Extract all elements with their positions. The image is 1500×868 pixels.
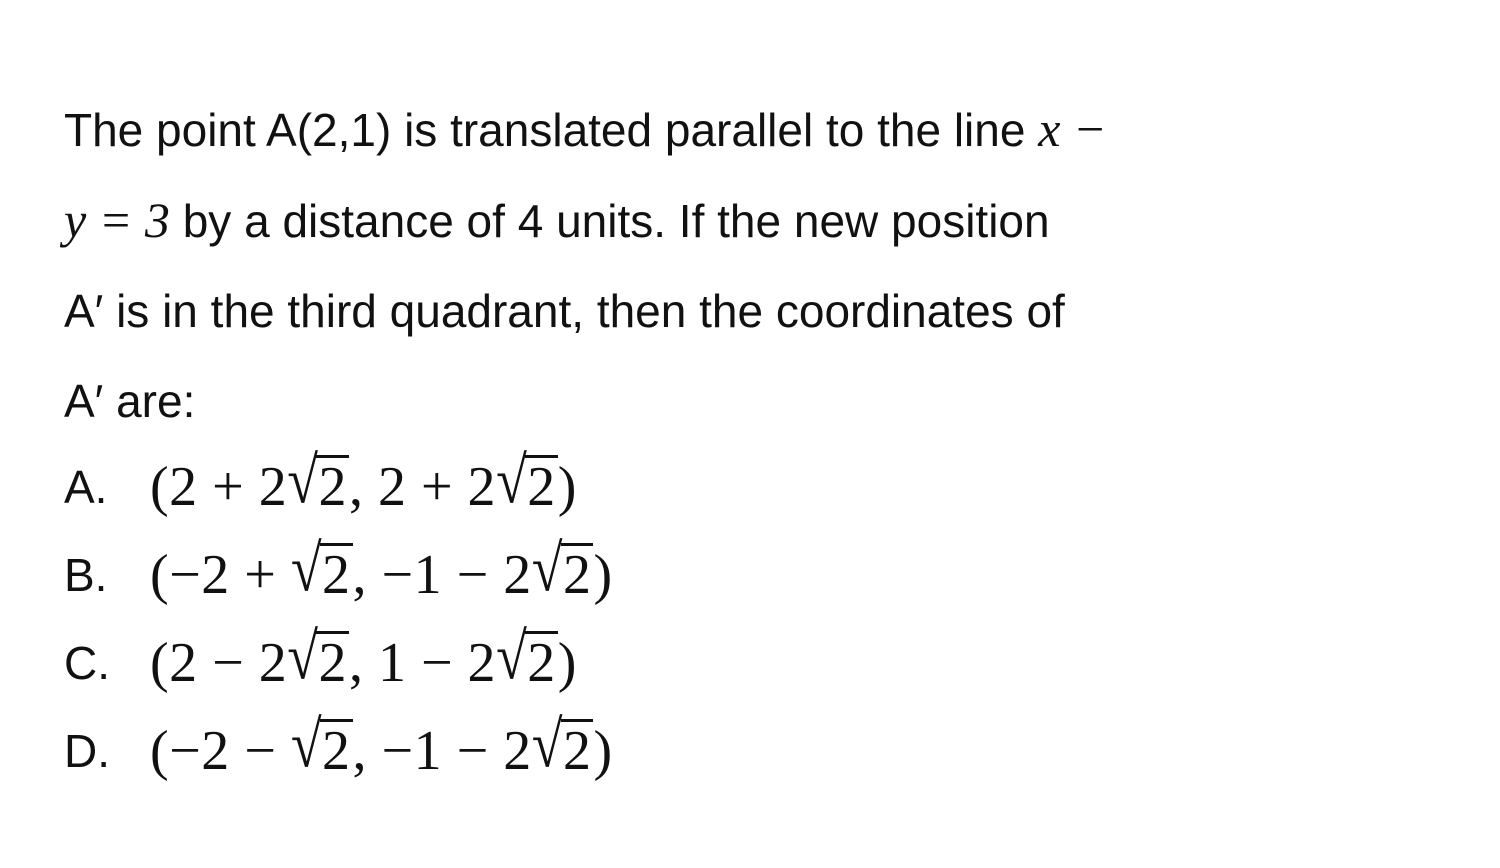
question-line-2-text: by a distance of 4 units. If the new position [169,195,1050,247]
option-d-expression: (−2 − √2, −1 − 2√2) [150,708,613,782]
option-a-letter: A. [64,461,108,513]
question-line-1 [64,84,1444,175]
sqrt-symbol: √2 [290,532,351,606]
question-line-1-math: x − [1038,101,1107,157]
question-text [64,84,1444,446]
option-a-expression: (2 + 2√2, 2 + 2√2) [150,444,577,518]
sqrt-symbol: √2 [496,444,556,518]
question-line-3: A′ is in the third quadrant, then the coordinates of [64,285,1065,337]
option-d-letter: D. [64,725,110,777]
sqrt-symbol: √2 [287,620,347,694]
option-c[interactable] [64,619,1444,707]
question-line-4: A′ are: [64,375,196,427]
option-c-letter: C. [64,637,110,689]
question-line-1-text: The point A(2,1) is translated parallel to the line [64,104,1039,156]
option-b-letter: B. [64,549,108,601]
question-line-2-math: y = 3 [64,192,170,248]
sqrt-symbol: √2 [496,620,556,694]
option-b[interactable] [64,531,1444,619]
option-d[interactable] [64,707,1444,795]
option-c-expression: (2 − 2√2, 1 − 2√2) [150,620,577,694]
sqrt-symbol: √2 [287,444,347,518]
option-a[interactable] [64,443,1444,531]
sqrt-symbol: √2 [290,708,351,782]
sqrt-symbol: √2 [531,708,592,782]
question-line-2 [64,175,1444,266]
answer-options [64,443,1444,795]
option-b-expression: (−2 + √2, −1 − 2√2) [150,532,613,606]
sqrt-symbol: √2 [531,532,592,606]
